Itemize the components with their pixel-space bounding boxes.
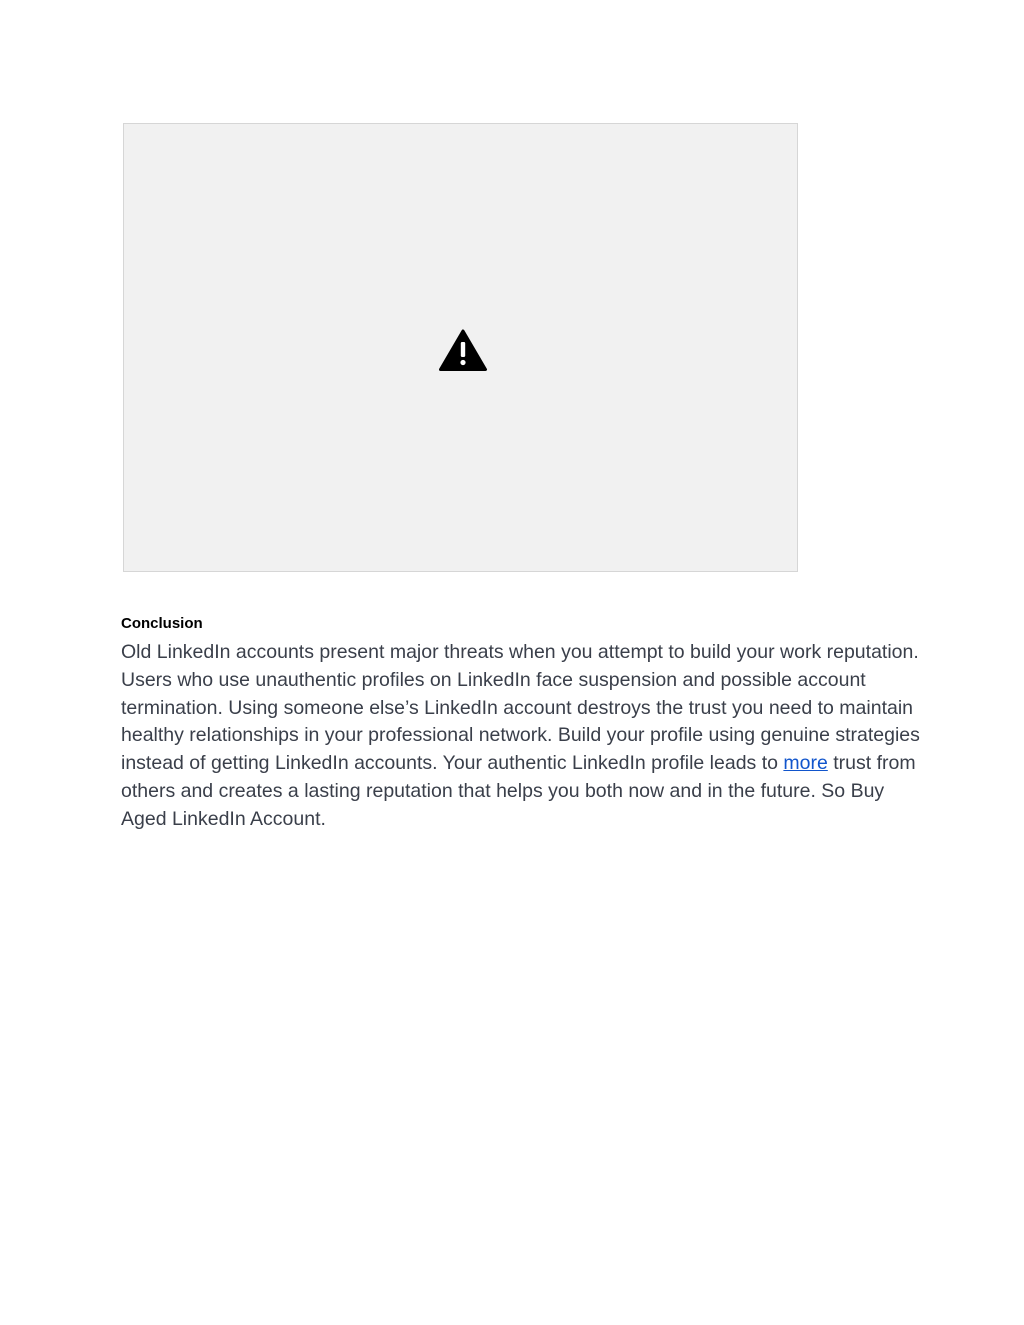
conclusion-paragraph [121, 639, 921, 834]
paragraph-text-before-link: Old LinkedIn accounts present major threats when you attempt to build your work reputation. Users who use unauthentic profiles on LinkedIn face suspension and possible account termination. Using someone else’s LinkedIn account destroys the trust you need to maintain healthy relationships in your professional network. Build your profile using genuine strategies instead of getting LinkedIn accounts. Your authentic LinkedIn profile leads to [121, 641, 920, 775]
paragraph-text-after-link: trust from others and creates a lasting reputation that helps you both now and in the future. So Buy Aged LinkedIn Account. [121, 752, 916, 830]
section-heading: Conclusion [121, 615, 203, 632]
warning-triangle-icon [438, 328, 488, 372]
more-link[interactable]: more [783, 752, 828, 775]
broken-image-placeholder [123, 123, 798, 572]
